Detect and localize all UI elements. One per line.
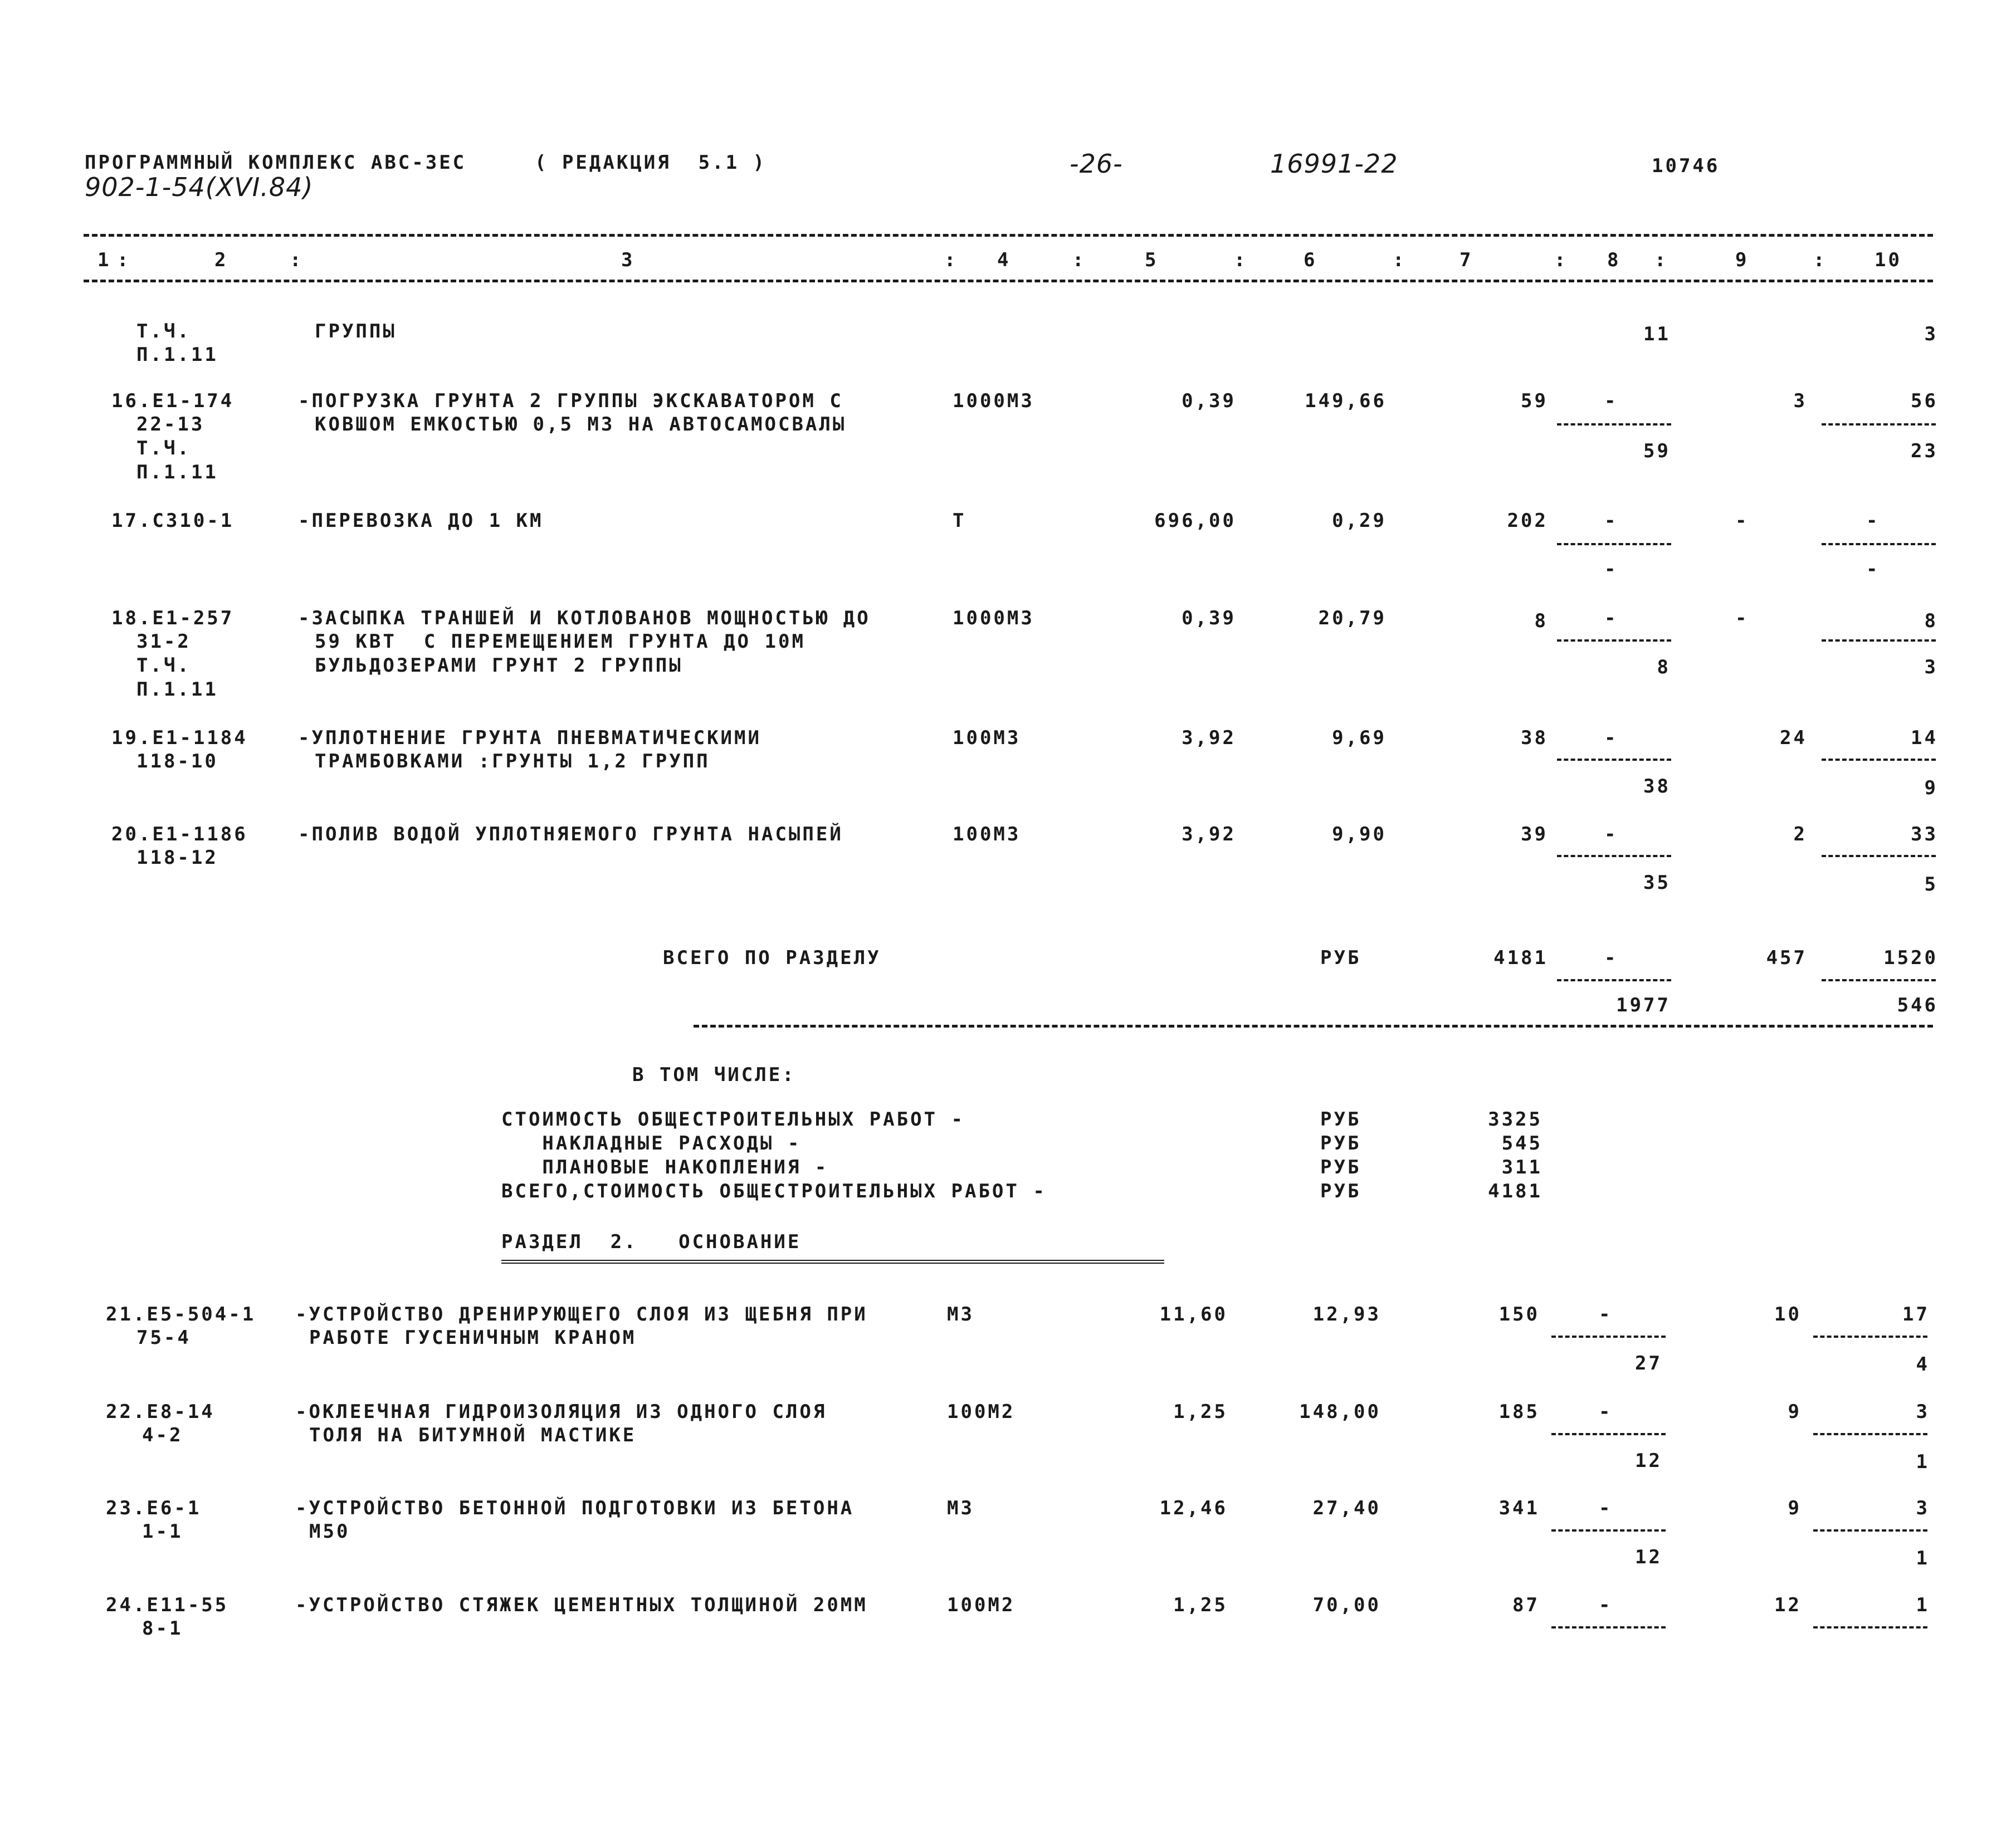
row-col9: 10 [1774, 1303, 1802, 1326]
row-description: РАБОТЕ ГУСЕНИЧНЫМ КРАНОМ [309, 1327, 637, 1349]
row-col8-top: - [1604, 727, 1618, 749]
row-col10-bottom: 4 [1916, 1353, 1930, 1376]
row-col8-bottom: 59 [1643, 440, 1671, 462]
row-col8-bottom: 38 [1643, 775, 1671, 798]
row-code: 118-12 [136, 847, 218, 869]
breakdown-label: ПЛАНОВЫЕ НАКОПЛЕНИЯ - [501, 1156, 829, 1178]
row-unit: 100М3 [953, 823, 1021, 845]
breakdown-label: НАКЛАДНЫЕ РАСХОДЫ - [501, 1132, 802, 1155]
row-col10-top: 3 [1916, 1401, 1930, 1423]
row-col9: 24 [1780, 727, 1807, 749]
row-description: ГРУППЫ [315, 320, 397, 343]
section-total-col8-bottom: 1977 [1616, 994, 1671, 1016]
row-col9: 12 [1774, 1594, 1802, 1616]
row-code: 21.Е5-504-1 [106, 1303, 256, 1326]
fraction-line [1813, 1626, 1927, 1628]
fraction-line [1551, 1433, 1666, 1435]
column-header-3: 3 [621, 249, 635, 271]
project-code: 902-1-54(XVI.84) [85, 172, 314, 202]
row-col10-top: 17 [1902, 1303, 1930, 1326]
row-quantity: 0,39 [1182, 390, 1236, 412]
row-col8-top: - [1604, 607, 1618, 629]
row-total: 39 [1521, 823, 1548, 845]
row-description: -ПОГРУЗКА ГРУНТА 2 ГРУППЫ ЭКСКАВАТОРОМ С [298, 390, 843, 412]
row-unit-price: 20,79 [1318, 607, 1387, 629]
row-code: Т.Ч. [136, 654, 191, 677]
section-total-unit: РУБ [1320, 947, 1361, 969]
row-quantity: 3,92 [1182, 727, 1236, 749]
row-description: -ЗАСЫПКА ТРАНШЕЙ И КОТЛОВАНОВ МОЩНОСТЬЮ ДО [298, 607, 871, 629]
section-total-col8-top: - [1604, 947, 1618, 969]
row-unit: 100М3 [953, 727, 1021, 749]
column-header-2: 2 [214, 249, 228, 271]
row-code: 22.Е8-14 [106, 1401, 215, 1423]
fraction-line [1551, 1529, 1666, 1532]
row-description: ТОЛЯ НА БИТУМНОЙ МАСТИКЕ [309, 1424, 637, 1446]
fraction-line [1822, 639, 1936, 642]
row-col8-bottom: 8 [1657, 656, 1671, 678]
including-label: В ТОМ ЧИСЛЕ: [632, 1064, 796, 1086]
breakdown-unit: РУБ [1320, 1180, 1361, 1202]
header-rule-top [84, 234, 1933, 237]
row-total: 185 [1498, 1401, 1540, 1423]
row-col9: 2 [1793, 823, 1807, 845]
row-description: -УСТРОЙСТВО БЕТОННОЙ ПОДГОТОВКИ ИЗ БЕТОНА [295, 1497, 855, 1519]
fraction-line [1557, 855, 1671, 857]
row-unit-price: 9,90 [1332, 823, 1387, 845]
row-code: 8-1 [142, 1617, 183, 1640]
row-code: 118-10 [136, 750, 218, 772]
row-quantity: 696,00 [1154, 510, 1236, 532]
row-code: Т.Ч. [136, 437, 191, 459]
row-col9: 9 [1788, 1497, 1802, 1519]
row-col8-top: - [1599, 1303, 1613, 1326]
row-description: -ОКЛЕЕЧНАЯ ГИДРОИЗОЛЯЦИЯ ИЗ ОДНОГО СЛОЯ [295, 1401, 827, 1423]
row-code: 18.Е1-257 [111, 607, 235, 629]
row-quantity: 1,25 [1173, 1401, 1228, 1423]
row-code: П.1.11 [136, 344, 218, 366]
column-header-4: 4 [997, 249, 1011, 271]
row-unit: М3 [947, 1303, 974, 1326]
breakdown-value: 4181 [1488, 1180, 1542, 1202]
row-col10-top: 1 [1916, 1594, 1930, 1616]
row-total: 150 [1498, 1303, 1540, 1326]
row-total: 38 [1521, 727, 1548, 749]
column-header-9: 9 [1735, 249, 1749, 271]
row-code: 19.Е1-1184 [111, 727, 248, 749]
row-col10-bottom: 1 [1916, 1451, 1930, 1473]
fraction-line [1822, 855, 1936, 857]
row-code: 17.С310-1 [111, 510, 235, 532]
breakdown-unit: РУБ [1320, 1132, 1361, 1155]
row-unit-price: 149,66 [1305, 390, 1387, 412]
row-unit: 1000М3 [953, 390, 1034, 412]
row-description: -УСТРОЙСТВО СТЯЖЕК ЦЕМЕНТНЫХ ТОЛЩИНОЙ 20ММ [295, 1594, 868, 1616]
row-col8-bottom: - [1604, 558, 1618, 580]
row-col8-bottom: 12 [1635, 1546, 1662, 1568]
row-quantity: 0,39 [1182, 607, 1236, 629]
page-number: -26- [1070, 149, 1123, 179]
breakdown-unit: РУБ [1320, 1156, 1361, 1178]
fraction-line [1822, 759, 1936, 761]
row-col8-top: - [1604, 510, 1618, 532]
fraction-line [1822, 423, 1936, 426]
fraction-line [1813, 1529, 1927, 1532]
row-code: Т.Ч. [136, 320, 191, 343]
row-unit-price: 0,29 [1332, 510, 1387, 532]
row-code: 75-4 [136, 1327, 191, 1349]
fraction-line [1551, 1336, 1666, 1338]
column-header-5: 5 [1145, 249, 1159, 271]
row-quantity: 11,60 [1159, 1303, 1228, 1326]
row-quantity: 12,46 [1159, 1497, 1228, 1519]
row-col10-bottom: 1 [1916, 1547, 1930, 1569]
row-col8-bottom: 12 [1635, 1450, 1662, 1472]
row-col8-top: - [1599, 1594, 1613, 1616]
section-total-col9: 457 [1766, 947, 1807, 969]
row-col10-bottom: - [1866, 558, 1880, 580]
fraction-line [1551, 1626, 1666, 1628]
row-unit-price: 148,00 [1299, 1401, 1381, 1423]
row-code: 31-2 [136, 630, 191, 653]
row-unit-price: 12,93 [1312, 1303, 1381, 1326]
row-col9: - [1735, 607, 1749, 629]
row-unit: 100М2 [947, 1594, 1016, 1616]
row-total: 87 [1512, 1594, 1540, 1616]
row-code: 16.Е1-174 [111, 390, 235, 412]
fraction-line [1813, 1433, 1927, 1435]
breakdown-value: 3325 [1488, 1108, 1542, 1131]
breakdown-value: 545 [1501, 1132, 1542, 1155]
program-title: ПРОГРАММНЫЙ КОМПЛЕКС АВС-3ЕС [85, 151, 467, 174]
row-unit-price: 9,69 [1332, 727, 1387, 749]
row-col10: 3 [1924, 323, 1938, 345]
row-col10-top: 8 [1924, 610, 1938, 632]
fraction-line [1557, 979, 1671, 981]
fraction-line [1557, 759, 1671, 761]
row-description: КОВШОМ ЕМКОСТЬЮ 0,5 М3 НА АВТОСАМОСВАЛЫ [315, 413, 847, 436]
row-col9: 9 [1788, 1401, 1802, 1423]
breakdown-value: 311 [1501, 1156, 1542, 1178]
row-total: 202 [1507, 510, 1548, 532]
row-total: 341 [1498, 1497, 1540, 1519]
row-col9: - [1735, 510, 1749, 532]
row-col10-bottom: 3 [1924, 656, 1938, 678]
row-unit: М3 [947, 1497, 974, 1519]
row-col10-top: 56 [1911, 390, 1938, 412]
breakdown-unit: РУБ [1320, 1108, 1361, 1131]
row-description: -УПЛОТНЕНИЕ ГРУНТА ПНЕВМАТИЧЕСКИМИ [298, 727, 762, 749]
row-col8-bottom: 35 [1643, 872, 1671, 894]
fraction-line [1557, 639, 1671, 642]
header-rule-bottom [84, 280, 1933, 282]
section-title-underline [501, 1260, 1164, 1264]
row-col10-top: 14 [1911, 727, 1938, 749]
column-header-10: 10 [1875, 249, 1902, 271]
section-total-col10-bottom: 546 [1897, 994, 1938, 1016]
fraction-line [1822, 543, 1936, 545]
row-col8: 11 [1643, 323, 1671, 345]
document-page: ПРОГРАММНЫЙ КОМПЛЕКС АВС-3ЕС ( РЕДАКЦИЯ 5.1 ) -26- 16991-22 10746 902-1-54(XVI.84) 1 : 2 : 3 : 4 : 5 : 6 : 7 : 8 : 9 : 10 Т.Ч. П.1.11 ГРУППЫ 11 3 16.Е1-174 22-13 Т.Ч. П.1.11 -ПОГРУЗКА ГРУНТА 2 ГРУППЫ ЭКСКАВАТОРОМ С КОВШОМ ЕМКОСТЬЮ 0,5 М3 НА АВТОСАМОСВАЛЫ 1000М3 0,39 149,66 59 - 59 3 56 23 17.С310-1 -ПЕРЕВОЗКА ДО 1 КМ Т 696,00 0,29 202 - - - - - 18.Е1-257 31-2 Т.Ч. П.1.11 -ЗАСЫПКА ТРАНШЕЙ И КОТЛОВАНОВ МОЩНОСТЬЮ ДО 59 КВТ С ПЕРЕМЕЩЕНИЕМ ГРУНТА ДО 10М БУЛЬДОЗЕРАМИ ГРУНТ 2 ГРУППЫ 1000М3 0,39 20,79 8 - 8 - 8 3 19.Е1-1184 118-10 -УПЛОТНЕНИЕ ГРУНТА ПНЕВМАТИЧЕСКИМИ ТРАМБОВКАМИ :ГРУНТЫ 1,2 ГРУПП 100М3 3,92 9,69 38 - 38 24 14 9 20.Е1-1186 118-12 -ПОЛИВ ВОДОЙ УПЛОТНЯЕМОГО ГРУНТА НАСЫПЕЙ 100М3 3,92 9,90 39 - 35 2 33 5 ВСЕГО ПО РАЗДЕЛУ РУБ 4181 - 1977 457 1520 546 В ТОМ ЧИСЛЕ: СТОИМОСТЬ ОБЩЕСТРОИТЕЛЬНЫХ РАБОТ - РУБ 3325 НАКЛАДНЫЕ РАСХОДЫ - РУБ 545 ПЛАНОВЫЕ НАКОПЛЕНИЯ - РУБ 311 ВСЕГО,СТОИМОСТЬ ОБЩЕСТРОИТЕЛЬНЫХ РАБОТ - РУБ 4181 РАЗДЕЛ 2. ОСНОВАНИЕ 21.Е5-504-1 75-4 -УСТРОЙСТВО ДРЕНИРУЮЩЕГО СЛОЯ ИЗ ЩЕБНЯ ПРИ РАБОТЕ ГУСЕНИЧНЫМ КРАНОМ М3 11,60 12,93 150 - 27 10 17 4 22.Е8-14 4-2 -ОКЛЕЕЧНАЯ ГИДРОИЗОЛЯЦИЯ ИЗ ОДНОГО СЛОЯ ТОЛЯ НА БИТУМНОЙ МАСТИКЕ 100М2 1,25 148,00 185 - 12 9 3 1 23.Е6-1 1-1 -УСТРОЙСТВО БЕТОННОЙ ПОДГОТОВКИ ИЗ БЕТОНА М50 М3 12,46 27,40 341 - 12 9 3 1 24.Е11-55 8-1 -УСТРОЙСТВО СТЯЖЕК ЦЕМЕНТНЫХ ТОЛЩИНОЙ 20ММ 100М2 1,25 70,00 87 - 12 1 [85, 149, 1938, 1640]
row-code: 24.Е11-55 [106, 1594, 229, 1616]
row-description: -ПОЛИВ ВОДОЙ УПЛОТНЯЕМОГО ГРУНТА НАСЫПЕЙ [298, 823, 843, 845]
row-col10-top: 33 [1911, 823, 1938, 845]
row-description: БУЛЬДОЗЕРАМИ ГРУНТ 2 ГРУППЫ [315, 654, 683, 677]
row-description: ТРАМБОВКАМИ :ГРУНТЫ 1,2 ГРУПП [315, 750, 710, 772]
row-unit: Т [953, 510, 966, 532]
section-total-col10-top: 1520 [1883, 947, 1938, 969]
row-code: 1-1 [142, 1520, 183, 1543]
row-col8-top: - [1599, 1497, 1613, 1519]
row-col10-top: - [1866, 510, 1880, 532]
column-header-6: 6 [1304, 249, 1317, 271]
row-col10-bottom: 23 [1911, 440, 1938, 462]
row-description: М50 [309, 1520, 350, 1543]
edition-label: ( РЕДАКЦИЯ 5.1 ) [535, 151, 767, 174]
row-col8-bottom: 27 [1635, 1352, 1662, 1375]
row-col10-bottom: 5 [1924, 873, 1938, 896]
row-col8-top: - [1604, 390, 1618, 412]
row-quantity: 3,92 [1182, 823, 1236, 845]
row-description: 59 КВТ С ПЕРЕМЕЩЕНИЕМ ГРУНТА ДО 10М [315, 630, 806, 653]
row-code: 23.Е6-1 [106, 1497, 202, 1519]
row-quantity: 1,25 [1173, 1594, 1228, 1616]
row-col10-bottom: 9 [1924, 777, 1938, 799]
fraction-line [1822, 979, 1936, 981]
section-total-value: 4181 [1493, 947, 1548, 969]
row-unit: 1000М3 [953, 607, 1034, 629]
document-number: 16991-22 [1270, 149, 1398, 179]
section-title: РАЗДЕЛ 2. ОСНОВАНИЕ [501, 1231, 802, 1253]
row-total: 59 [1521, 390, 1548, 412]
row-col9: 3 [1793, 390, 1807, 412]
row-col10-top: 3 [1916, 1497, 1930, 1519]
row-unit-price: 70,00 [1312, 1594, 1381, 1616]
row-unit: 100М2 [947, 1401, 1016, 1423]
row-code: П.1.11 [136, 461, 218, 483]
breakdown-label: ВСЕГО,СТОИМОСТЬ ОБЩЕСТРОИТЕЛЬНЫХ РАБОТ - [501, 1180, 1047, 1202]
column-header-7: 7 [1459, 249, 1473, 271]
row-code: 20.Е1-1186 [111, 823, 248, 845]
row-code: 22-13 [136, 413, 205, 436]
row-code: П.1.11 [136, 678, 218, 701]
row-col8-top: - [1604, 823, 1618, 845]
row-unit-price: 27,40 [1312, 1497, 1381, 1519]
fraction-line [1557, 543, 1671, 545]
document-code: 10746 [1652, 155, 1720, 177]
section-total-rule [694, 1025, 1933, 1028]
row-description: -ПЕРЕВОЗКА ДО 1 КМ [298, 510, 544, 532]
breakdown-label: СТОИМОСТЬ ОБЩЕСТРОИТЕЛЬНЫХ РАБОТ - [501, 1108, 965, 1131]
row-total: 8 [1534, 610, 1548, 632]
section-total-label: ВСЕГО ПО РАЗДЕЛУ [663, 947, 881, 969]
fraction-line [1557, 423, 1671, 426]
column-header-8: 8 [1607, 249, 1621, 271]
row-description: -УСТРОЙСТВО ДРЕНИРУЮЩЕГО СЛОЯ ИЗ ЩЕБНЯ ПРИ [295, 1303, 868, 1326]
row-code: 4-2 [142, 1424, 183, 1446]
row-col8-top: - [1599, 1401, 1613, 1423]
column-header-1: 1 [97, 249, 111, 271]
fraction-line [1813, 1336, 1927, 1338]
